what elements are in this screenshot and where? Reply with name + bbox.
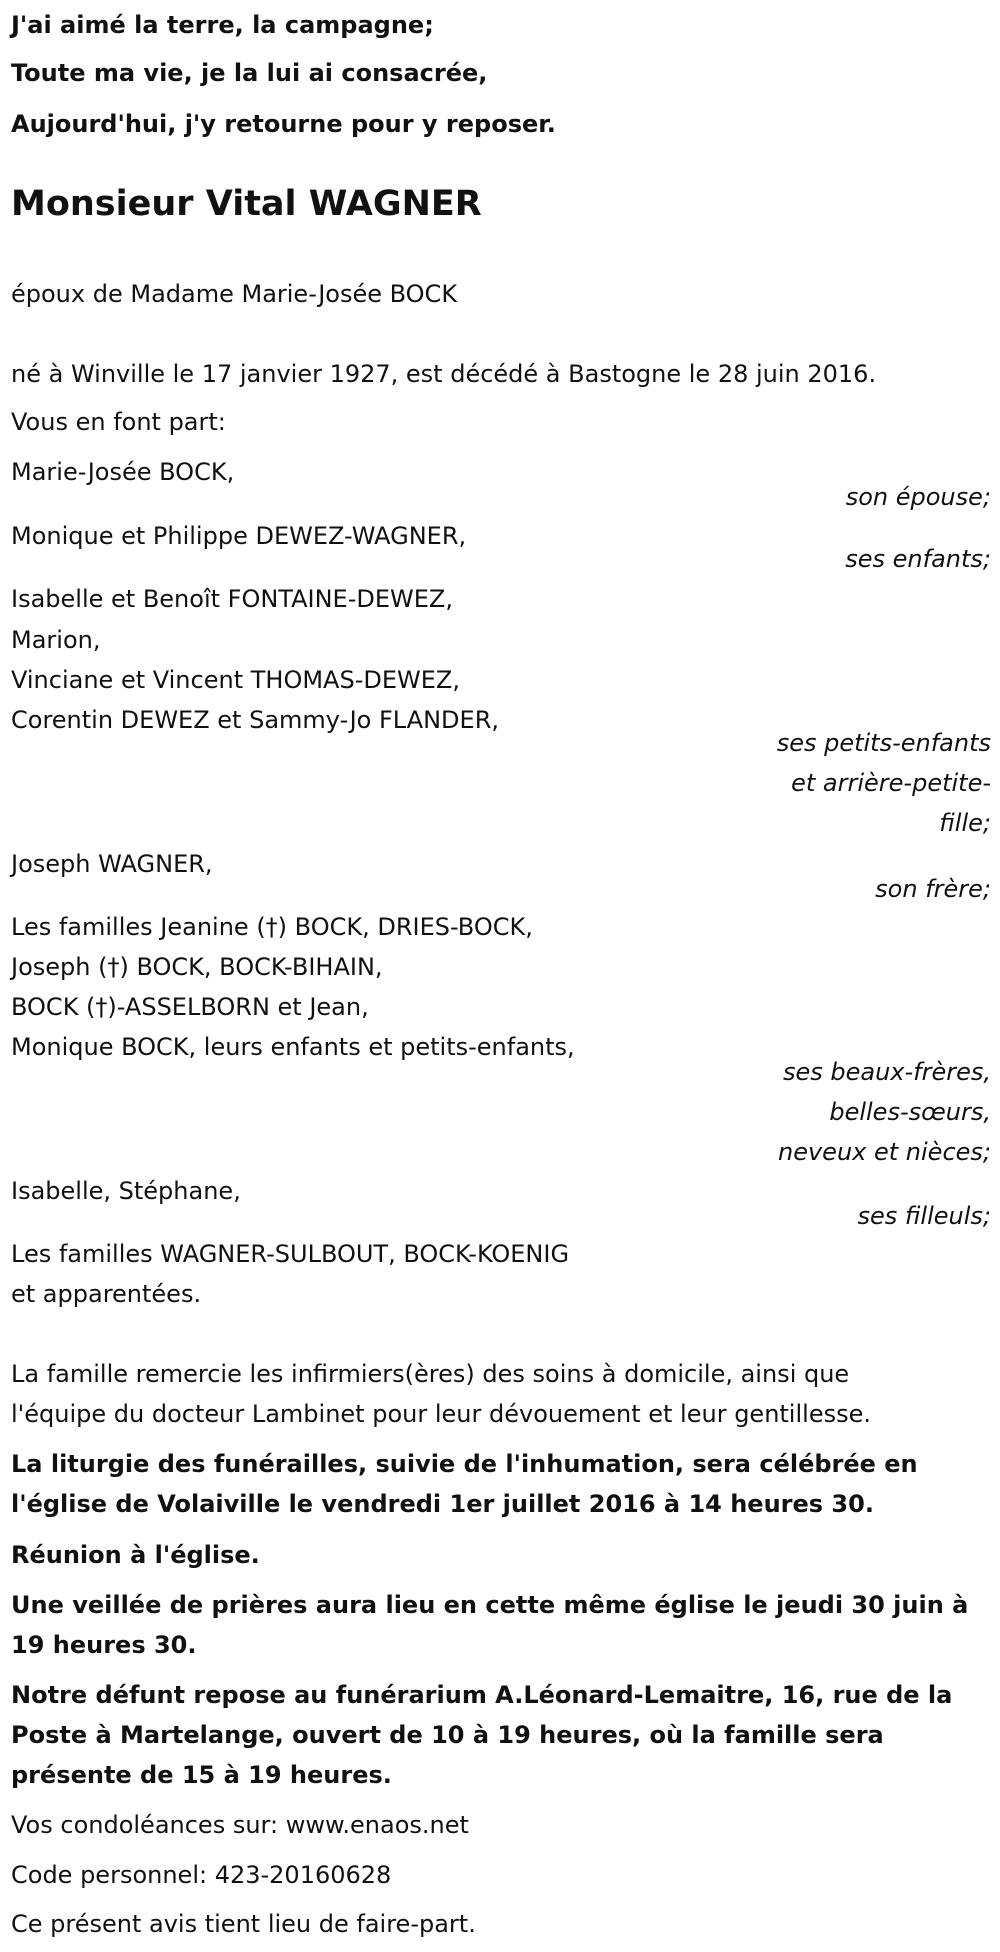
vigil-line-1: Une veillée de prières aura lieu en cette même église le jeudi 30 juin à [11,1591,969,1619]
family-name-line: Joseph (†) BOCK, BOCK-BIHAIN, [11,953,383,981]
family-name-line: et apparentées. [11,1280,202,1308]
family-name-line: Monique BOCK, leurs enfants et petits-enfants, [11,1033,575,1061]
funerarium-line-1: Notre défunt repose au funérarium A.Léonard-Lemaitre, 16, rue de la [11,1681,953,1709]
family-role-line: neveux et nièces; [778,1138,991,1166]
family-name-line: Vinciane et Vincent THOMAS-DEWEZ, [11,666,460,694]
family-role-line: ses petits-enfants [776,729,991,757]
family-role-line: son épouse; [845,483,991,511]
family-role-line: et arrière-petite- [791,769,991,797]
thanks-line-1: La famille remercie les infirmiers(ères) des soins à domicile, ainsi que [11,1360,850,1388]
family-role-line: fille; [939,809,991,837]
family-role-line: son frère; [875,875,991,903]
poem-line-2: Toute ma vie, je la lui ai consacrée, [11,59,488,87]
condolences-line: Vos condoléances sur: www.enaos.net [11,1811,469,1839]
family-name-line: Les familles WAGNER-SULBOUT, BOCK-KOENIG [11,1240,570,1268]
family-role-line: belles-sœurs, [829,1098,991,1126]
family-role-line: ses beaux-frères, [782,1058,991,1086]
family-name-line: BOCK (†)-ASSELBORN et Jean, [11,993,369,1021]
family-name-line: Joseph WAGNER, [11,850,213,878]
deceased-name: Monsieur Vital WAGNER [11,184,482,224]
family-role-line: ses filleuls; [857,1202,991,1230]
family-name-line: Corentin DEWEZ et Sammy-Jo FLANDER, [11,706,500,734]
announce-intro: Vous en font part: [11,408,226,436]
family-name-line: Marion, [11,626,101,654]
funerarium-line-2: Poste à Martelange, ouvert de 10 à 19 heures, où la famille sera [11,1721,884,1749]
family-name-line: Isabelle et Benoît FONTAINE-DEWEZ, [11,585,453,613]
notice-line: Ce présent avis tient lieu de faire-part. [11,1910,476,1938]
funerarium-line-3: présente de 15 à 19 heures. [11,1761,392,1789]
thanks-line-2: l'équipe du docteur Lambinet pour leur dévouement et leur gentillesse. [11,1400,871,1428]
vigil-line-2: 19 heures 30. [11,1631,197,1659]
poem-line-1: J'ai aimé la terre, la campagne; [11,11,434,39]
code-line: Code personnel: 423-20160628 [11,1861,392,1889]
family-role-line: ses enfants; [845,545,991,573]
family-name-line: Monique et Philippe DEWEZ-WAGNER, [11,522,467,550]
poem-line-3: Aujourd'hui, j'y retourne pour y reposer. [11,110,556,138]
meeting-line: Réunion à l'église. [11,1541,260,1569]
funeral-line-1: La liturgie des funérailles, suivie de l'inhumation, sera célébrée en [11,1450,918,1478]
spouse-line: époux de Madame Marie-Josée BOCK [11,280,458,308]
funeral-line-2: l'église de Volaiville le vendredi 1er juillet 2016 à 14 heures 30. [11,1490,874,1518]
family-name-line: Isabelle, Stéphane, [11,1177,241,1205]
family-name-line: Marie-Josée BOCK, [11,458,235,486]
family-name-line: Les familles Jeanine (†) BOCK, DRIES-BOCK, [11,913,533,941]
birth-death-line: né à Winville le 17 janvier 1927, est décédé à Bastogne le 28 juin 2016. [11,360,877,388]
